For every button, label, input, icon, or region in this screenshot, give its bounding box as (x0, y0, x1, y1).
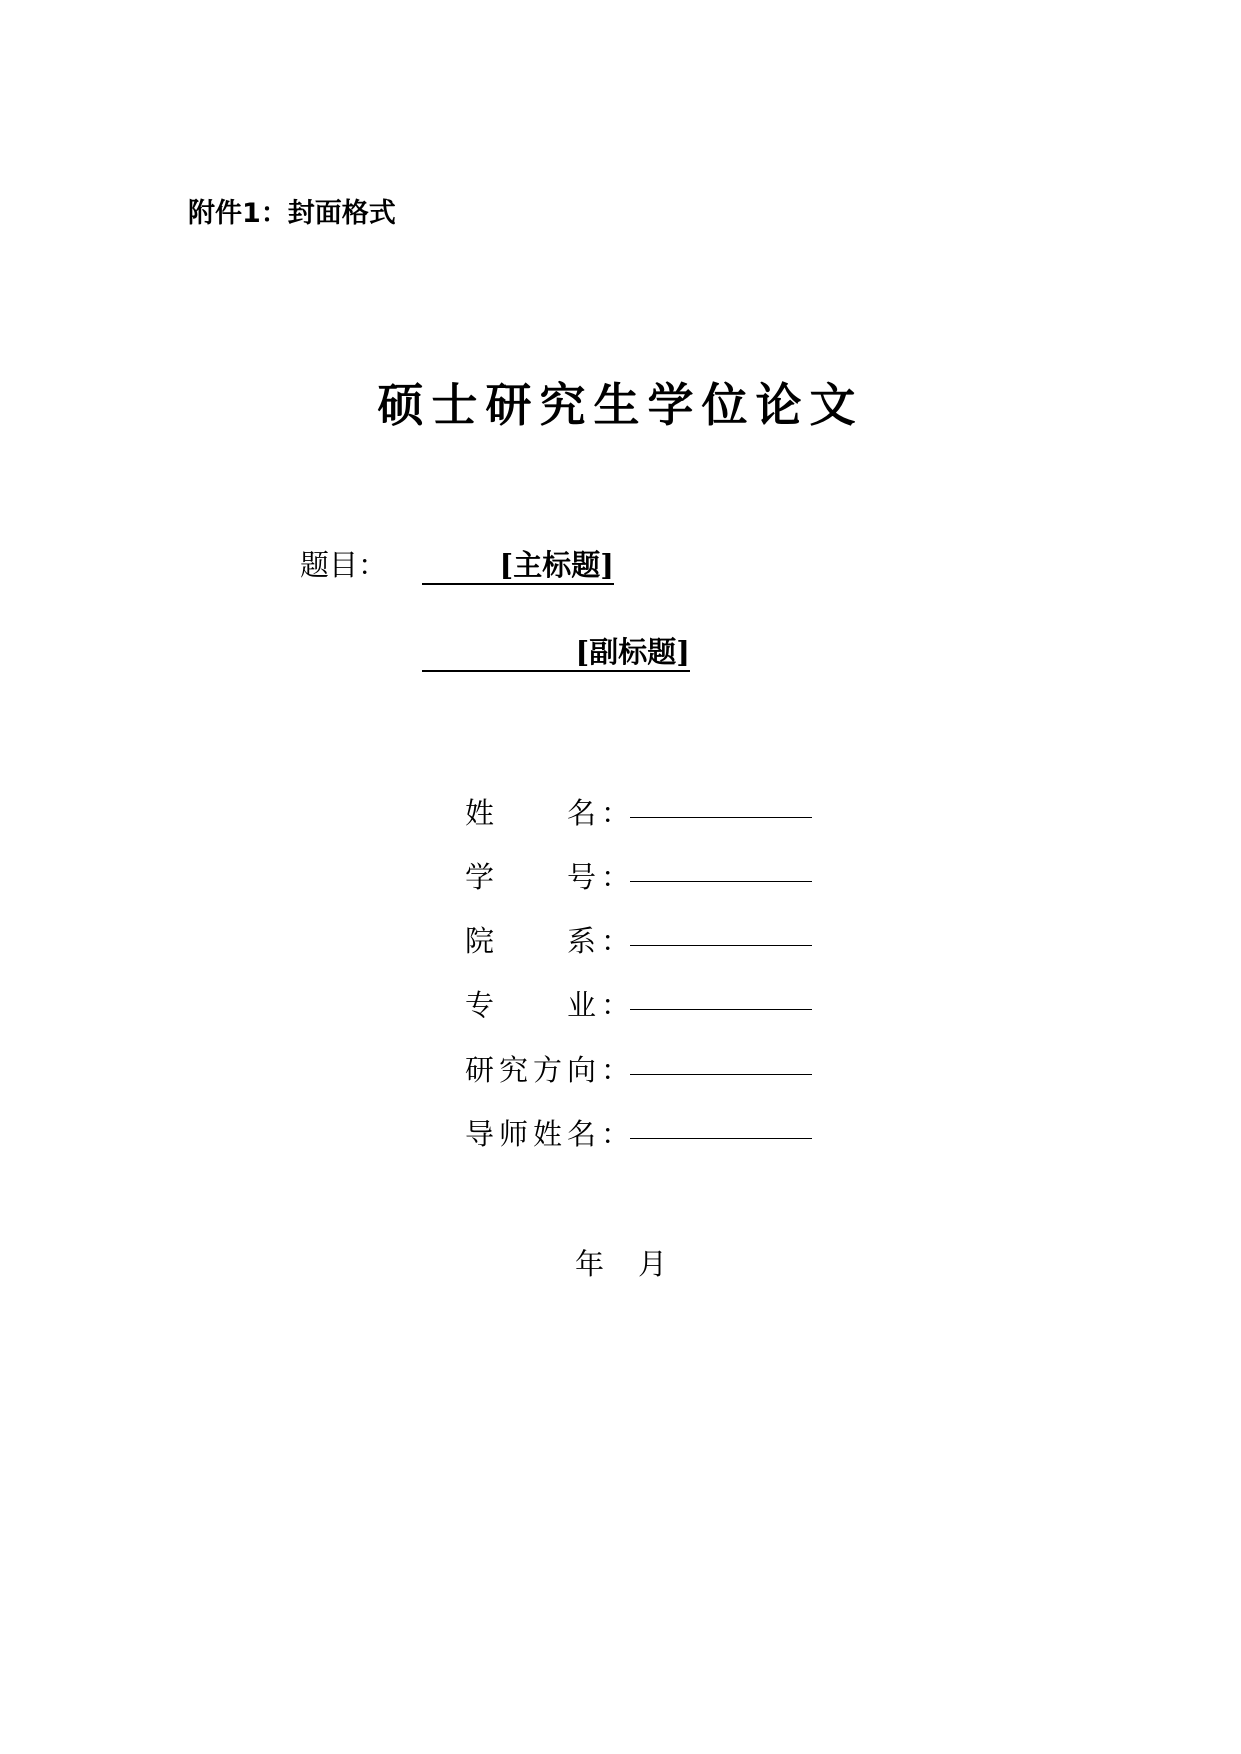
department-blank[interactable] (630, 921, 812, 946)
main-title-placeholder: [主标题] (499, 548, 614, 582)
research-direction-blank[interactable] (630, 1050, 812, 1075)
advisor-name-blank[interactable] (630, 1114, 812, 1139)
advisor-name-label: 导师姓名： (465, 1117, 630, 1151)
info-row-research-direction (465, 1050, 812, 1090)
date-line (575, 1244, 667, 1284)
sub-title-field[interactable] (422, 632, 690, 672)
name-label: 姓 名： (465, 796, 630, 830)
department-label: 院 系： (465, 924, 630, 958)
info-row-major (465, 985, 812, 1025)
year-label: 年 (575, 1247, 605, 1281)
major-blank[interactable] (630, 985, 812, 1010)
topic-label: 题目： (300, 548, 388, 582)
name-blank[interactable] (630, 793, 812, 818)
attachment-label: 附件1：封面格式 (188, 198, 396, 229)
document-title: 硕士研究生学位论文 (377, 378, 864, 432)
info-row-student-id (465, 857, 812, 897)
main-title-field[interactable] (422, 545, 614, 585)
student-id-label: 学 号： (465, 860, 630, 894)
research-direction-label: 研究方向： (465, 1053, 630, 1087)
major-label: 专 业： (465, 988, 630, 1022)
month-label: 月 (638, 1247, 668, 1281)
info-row-department (465, 921, 812, 961)
sub-title-placeholder: [副标题] (575, 635, 690, 669)
info-row-name (465, 793, 812, 833)
student-id-blank[interactable] (630, 857, 812, 882)
info-row-advisor-name (465, 1114, 812, 1154)
